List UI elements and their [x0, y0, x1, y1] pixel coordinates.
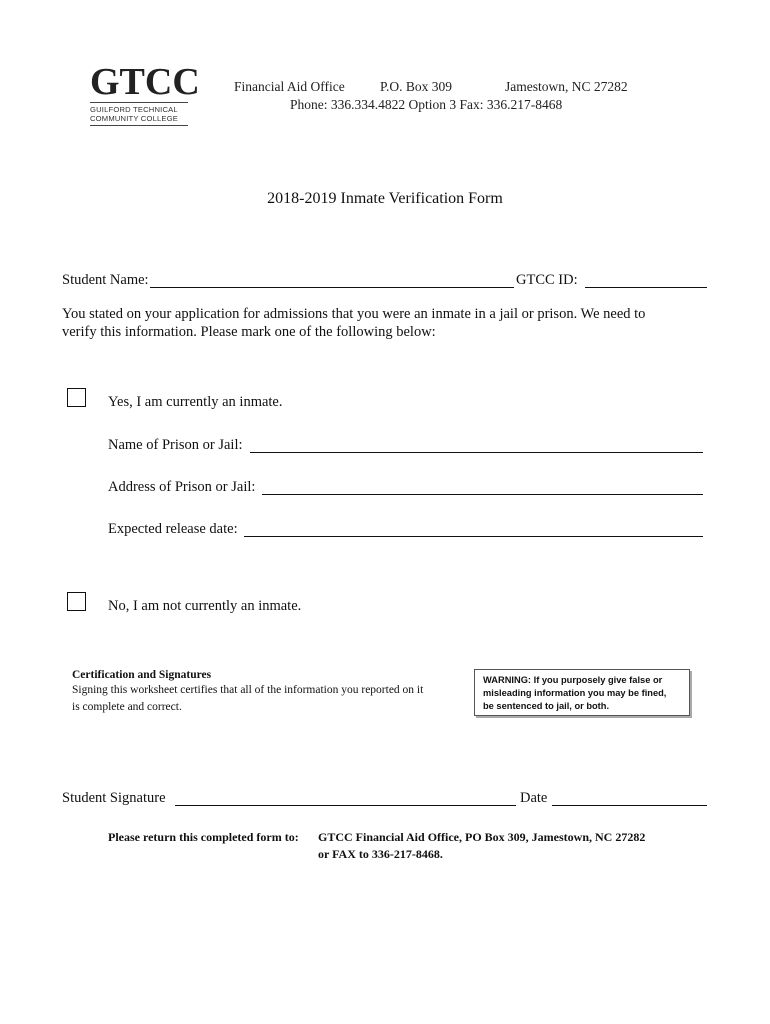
logo-mark: GTCC: [90, 61, 200, 103]
logo-line-1: GUILFORD TECHNICAL: [90, 105, 178, 114]
certification-heading: Certification and Signatures: [72, 669, 212, 681]
logo-line-2: COMMUNITY COLLEGE: [90, 114, 179, 123]
date-label: Date: [520, 790, 548, 806]
form-title: 2018-2019 Inmate Verification Form: [267, 190, 503, 207]
certification-line-2: is complete and correct.: [72, 701, 182, 713]
gtcc-logo: [90, 61, 200, 128]
intro-line-1: You stated on your application for admissions that you were an inmate in a jail or prison. We need to: [62, 306, 646, 322]
student-signature-label: Student Signature: [62, 790, 166, 806]
date-field[interactable]: [552, 805, 707, 806]
gtcc-id-label: GTCC ID:: [516, 272, 578, 288]
release-date-field[interactable]: [244, 536, 703, 537]
header-city: Jamestown, NC 27282: [505, 79, 628, 94]
return-label: Please return this completed form to:: [108, 830, 299, 844]
header-pobox: P.O. Box 309: [380, 79, 453, 94]
student-signature-field[interactable]: [175, 805, 516, 806]
header-contact: Phone: 336.334.4822 Option 3 Fax: 336.217-8468: [290, 97, 563, 112]
intro-line-2: verify this information. Please mark one of the following below:: [62, 324, 436, 340]
warning-line-1: WARNING: If you purposely give false or: [483, 675, 663, 685]
release-date-label: Expected release date:: [108, 521, 238, 537]
student-name-field[interactable]: [150, 287, 514, 288]
header-office: Financial Aid Office: [234, 79, 345, 94]
student-name-label: Student Name:: [62, 272, 149, 288]
return-fax: or FAX to 336-217-8468.: [318, 847, 443, 861]
prison-name-label: Name of Prison or Jail:: [108, 437, 243, 453]
warning-line-2: misleading information you may be fined,: [483, 688, 667, 698]
certification-line-1: Signing this worksheet certifies that all of the information you reported on it: [72, 684, 424, 696]
yes-checkbox[interactable]: [67, 388, 86, 407]
warning-line-3: be sentenced to jail, or both.: [483, 701, 610, 711]
yes-label: Yes, I am currently an inmate.: [108, 394, 283, 410]
prison-address-label: Address of Prison or Jail:: [108, 479, 256, 495]
no-label: No, I am not currently an inmate.: [108, 598, 302, 614]
prison-name-field[interactable]: [250, 452, 703, 453]
prison-address-field[interactable]: [262, 494, 703, 495]
return-address: GTCC Financial Aid Office, PO Box 309, Jamestown, NC 27282: [318, 830, 646, 844]
gtcc-id-field[interactable]: [585, 287, 707, 288]
logo-rule-bottom: [90, 125, 188, 126]
warning-box: [474, 669, 690, 716]
no-checkbox[interactable]: [67, 592, 86, 611]
